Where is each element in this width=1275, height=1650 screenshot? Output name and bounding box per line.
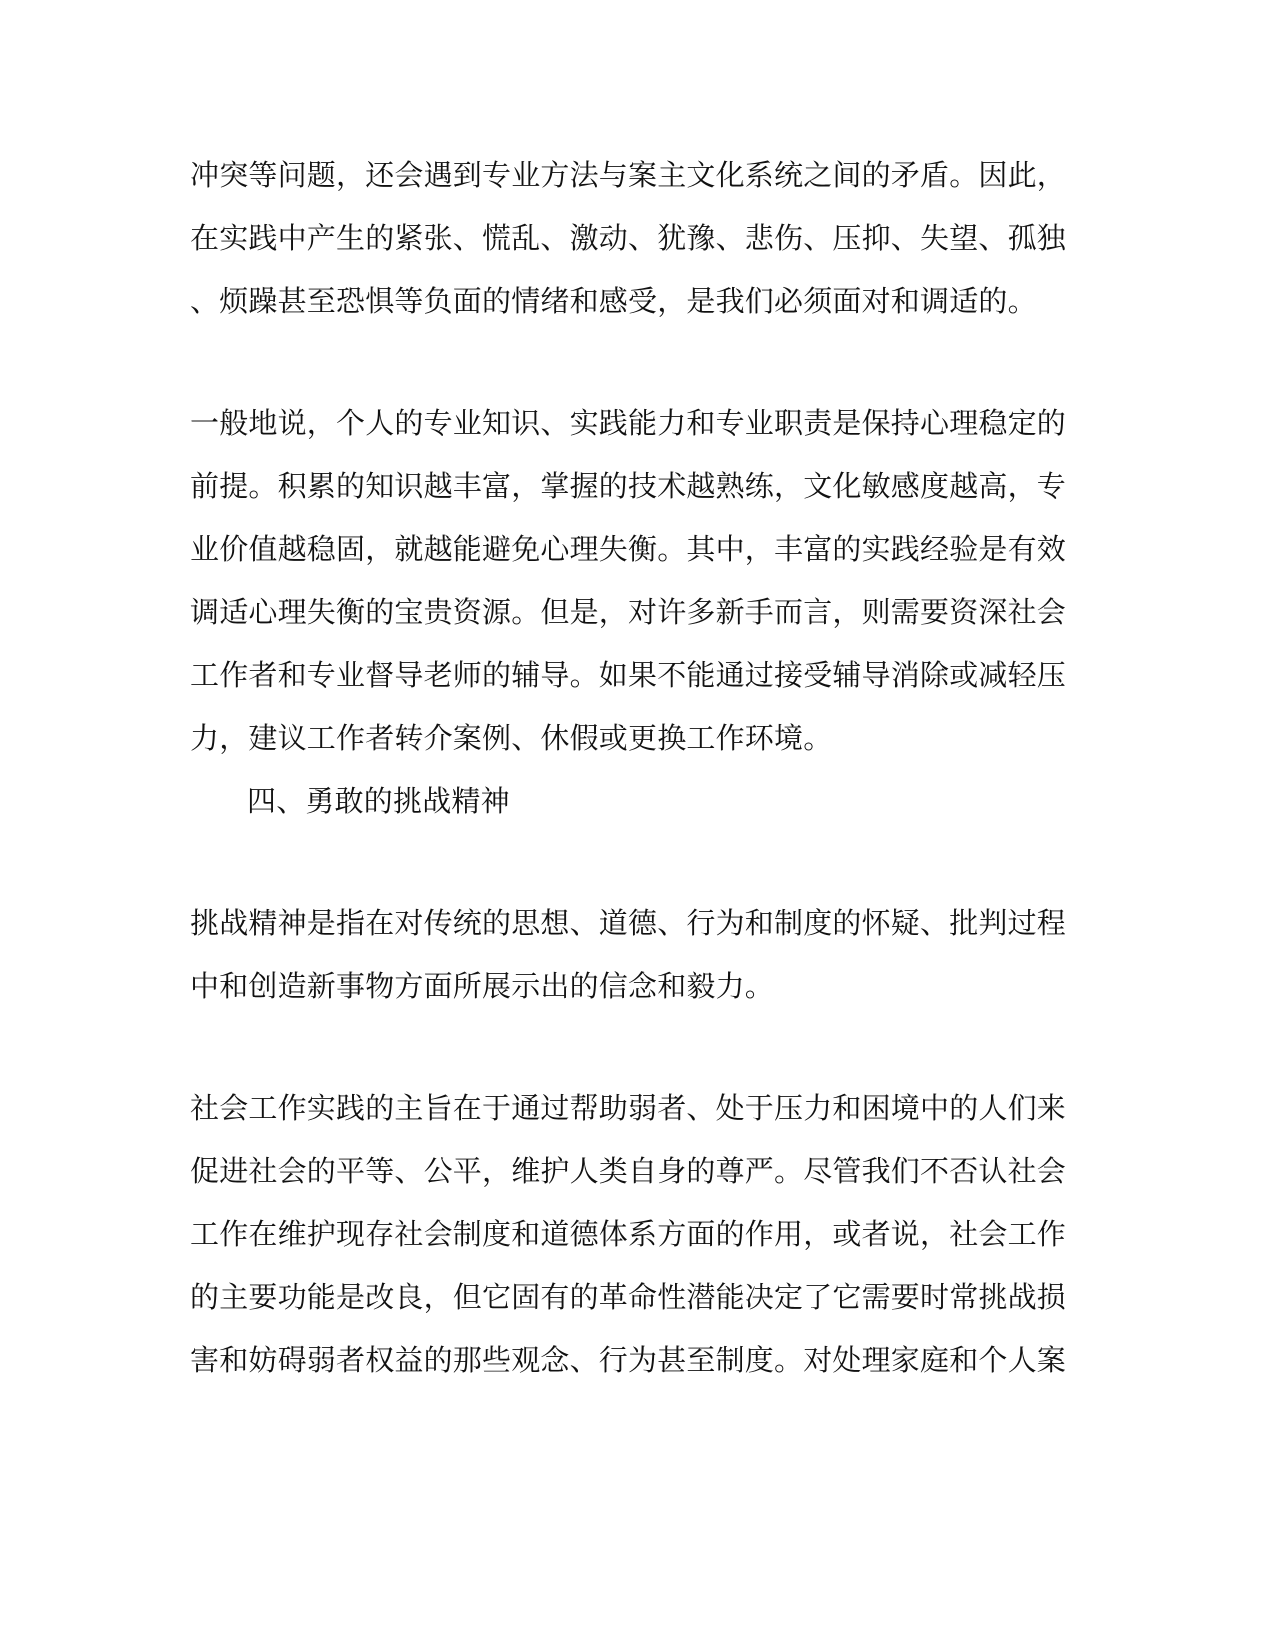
paragraph-2-line-3: 业价值越稳固，就越能避免心理失衡。其中，丰富的实践经验是有效: [190, 532, 1067, 566]
paragraph-4-line-4: 的主要功能是改良，但它固有的革命性潜能决定了它需要时常挑战损: [190, 1280, 1067, 1314]
paragraph-1-line-2: 在实践中产生的紧张、慌乱、激动、犹豫、悲伤、压抑、失望、孤独: [190, 221, 1067, 255]
paragraph-2-line-1: 一般地说，个人的专业知识、实践能力和专业职责是保持心理稳定的: [190, 406, 1067, 440]
paragraph-4-line-2: 促进社会的平等、公平，维护人类自身的尊严。尽管我们不否认社会: [190, 1154, 1067, 1188]
paragraph-1-line-1: 冲突等问题，还会遇到专业方法与案主文化系统之间的矛盾。因此，: [190, 158, 1067, 192]
paragraph-4-line-3: 工作在维护现存社会制度和道德体系方面的作用，或者说，社会工作: [190, 1217, 1067, 1251]
paragraph-2-line-4: 调适心理失衡的宝贵资源。但是，对许多新手而言，则需要资深社会: [190, 595, 1067, 629]
paragraph-2-line-5: 工作者和专业督导老师的辅导。如果不能通过接受辅导消除或减轻压: [190, 658, 1067, 692]
section-heading: 四、勇敢的挑战精神: [247, 784, 510, 818]
paragraph-1-line-3: 、烦躁甚至恐惧等负面的情绪和感受，是我们必须面对和调适的。: [190, 284, 1037, 318]
paragraph-2-line-2: 前提。积累的知识越丰富，掌握的技术越熟练，文化敏感度越高，专: [190, 469, 1067, 503]
paragraph-4-line-1: 社会工作实践的主旨在于通过帮助弱者、处于压力和困境中的人们来: [190, 1091, 1067, 1125]
paragraph-3-line-2: 中和创造新事物方面所展示出的信念和毅力。: [190, 969, 775, 1003]
paragraph-3-line-1: 挑战精神是指在对传统的思想、道德、行为和制度的怀疑、批判过程: [190, 906, 1067, 940]
paragraph-4-line-5: 害和妨碍弱者权益的那些观念、行为甚至制度。对处理家庭和个人案: [190, 1343, 1067, 1377]
paragraph-2-line-6: 力，建议工作者转介案例、休假或更换工作环境。: [190, 721, 833, 755]
